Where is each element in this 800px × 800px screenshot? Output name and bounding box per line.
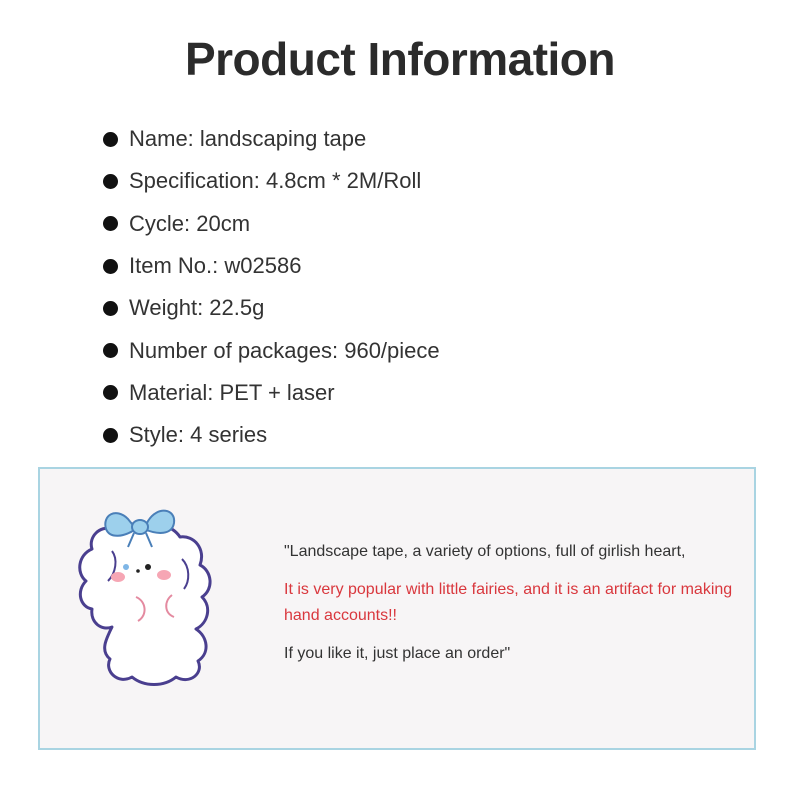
spec-text: Material: PET + laser <box>129 379 335 405</box>
spec-text: Name: landscaping tape <box>129 126 367 152</box>
spec-text: Number of packages: 960/piece <box>129 337 440 363</box>
spec-text: Specification: 4.8cm * 2M/Roll <box>129 168 422 194</box>
promo-quote <box>284 539 744 667</box>
spec-item-packages <box>103 329 440 371</box>
promo-line-3: If you like it, just place an order" <box>284 645 511 662</box>
promo-line-1: "Landscape tape, a variety of options, full of girlish heart, <box>284 543 686 560</box>
spec-item-item-no <box>103 245 440 287</box>
bullet-icon <box>103 259 118 274</box>
promo-line-2: It is very popular with little fairies, and it is an artifact for making hand accounts!! <box>284 581 733 624</box>
spec-item-style <box>103 414 440 456</box>
spec-item-specification <box>103 160 440 202</box>
spec-text: Item No.: w02586 <box>129 253 302 279</box>
spec-item-cycle <box>103 203 440 245</box>
bullet-icon <box>103 174 118 189</box>
spec-list <box>103 118 440 456</box>
spec-text: Cycle: 20cm <box>129 210 251 236</box>
bullet-icon <box>103 385 118 400</box>
spec-text: Style: 4 series <box>129 422 268 448</box>
spec-text: Weight: 22.5g <box>129 295 265 321</box>
puppy-mascot-icon <box>72 489 232 689</box>
spec-item-name <box>103 118 440 160</box>
bullet-icon <box>103 343 118 358</box>
promo-card <box>38 467 756 750</box>
spec-item-weight <box>103 287 440 329</box>
bullet-icon <box>103 428 118 443</box>
spec-item-material <box>103 372 440 414</box>
bullet-icon <box>103 216 118 231</box>
page-title: Product Information <box>184 33 616 85</box>
bullet-icon <box>103 301 118 316</box>
bullet-icon <box>103 132 118 147</box>
